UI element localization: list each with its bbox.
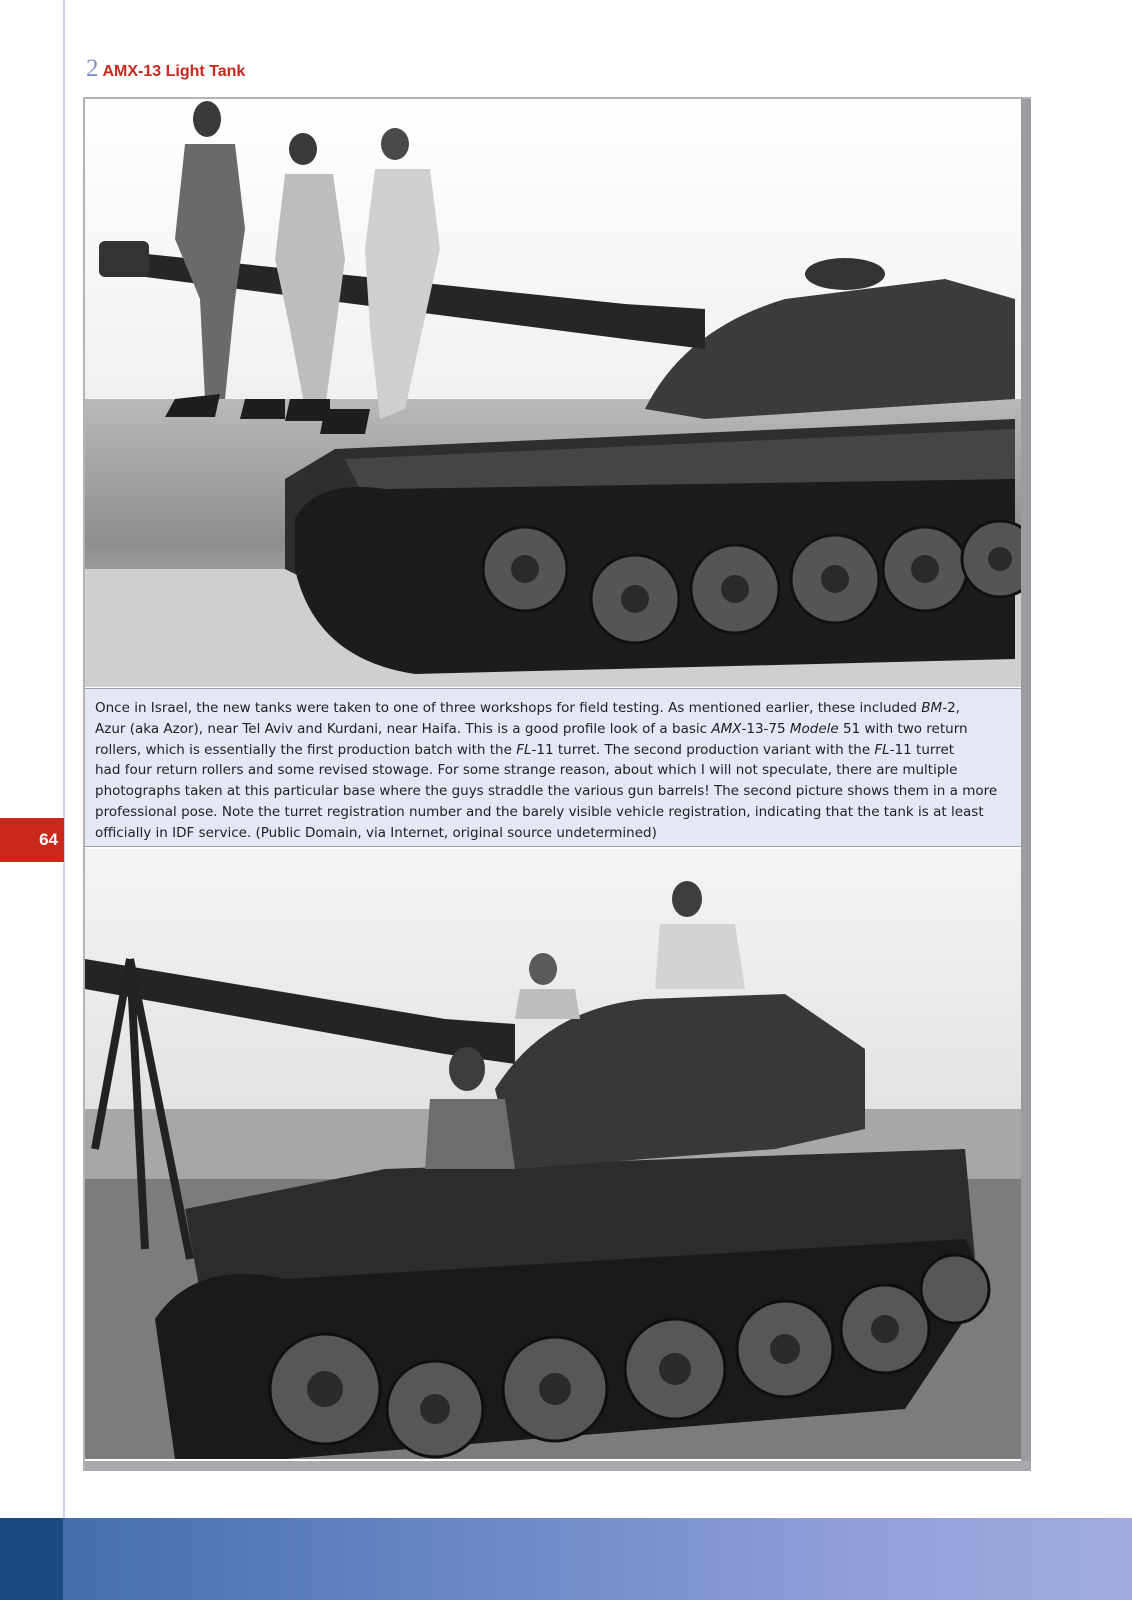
chapter-number: 2: [86, 55, 99, 82]
tank-soldiers-on-gun-barrel-icon: [85, 99, 1021, 687]
caption-line-2: Azur (aka Azor), near Tel Aviv and Kurdani, near Haifa. This is a good profile look of a basic AMX-13-75 Modele 51 with two return: [95, 720, 968, 737]
photo-top: [85, 99, 1021, 687]
frame-shadow: [85, 1461, 1031, 1471]
tank-crew-in-turret-icon: [85, 849, 1021, 1459]
caption-line-6: professional pose. Note the turret registration number and the barely visible vehicle registration, indicating that the tank is at least: [95, 803, 984, 820]
photo-caption: [85, 688, 1021, 847]
running-header: [86, 55, 245, 85]
chapter-title: AMX-13 Light Tank: [102, 63, 246, 80]
frame-shadow: [1021, 99, 1031, 1471]
footer-band: [0, 1518, 1132, 1600]
footer-band-accent: [0, 1518, 63, 1600]
caption-line-7: officially in IDF service. (Public Domain, via Internet, original source undetermined): [95, 824, 657, 841]
page-number: 64: [39, 830, 58, 849]
caption-line-1: Once in Israel, the new tanks were taken to one of three workshops for field testing. As mentioned earlier, these included BM-2,: [95, 700, 960, 716]
margin-rule: [63, 0, 65, 1518]
caption-line-4: had four return rollers and some revised stowage. For some strange reason, about which I will not speculate, there are multiple: [95, 762, 958, 779]
caption-line-3: rollers, which is essentially the first production batch with the FL-11 turret. The second production variant with the FL-11 turret: [95, 741, 955, 758]
page-number-tab: [0, 818, 64, 862]
caption-line-5: photographs taken at this particular base where the guys straddle the various gun barrels! The second picture shows them in a more: [95, 783, 998, 800]
photo-bottom: [85, 849, 1021, 1459]
